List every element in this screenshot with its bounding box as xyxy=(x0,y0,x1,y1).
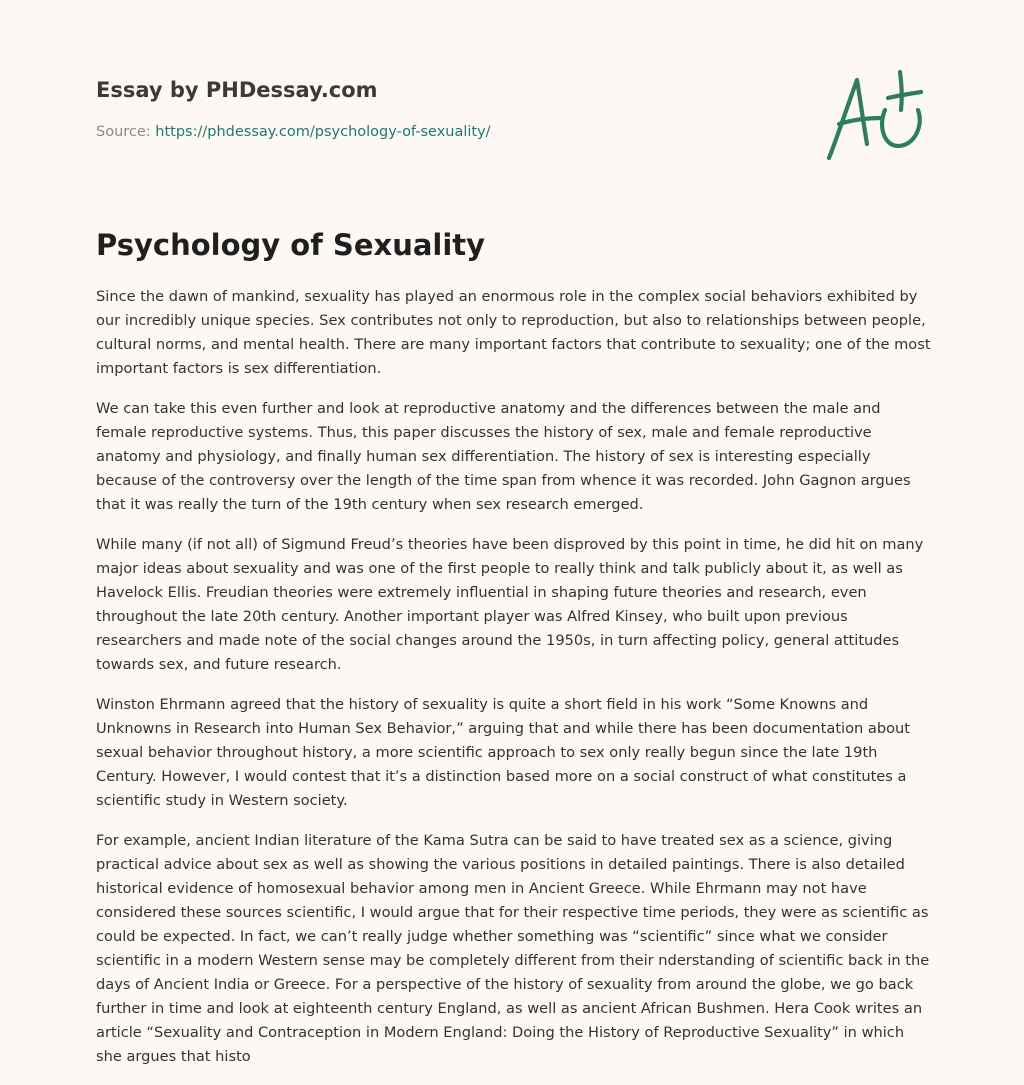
source-link[interactable]: https://phdessay.com/psychology-of-sexuality/ xyxy=(155,124,491,140)
essay-header xyxy=(96,76,926,140)
paragraph: We can take this even further and look at reproductive anatomy and the differences between the male and female reproductive systems. Thus, this paper discusses the history of sex, male and female reproductive anatomy and physiology, and finally human sex differentiation. The history of sex is interesting especially because of the controversy over the length of the time span from whence it was recorded. John Gagnon argues that it was really the turn of the 19th century when sex research emerged. xyxy=(96,400,911,513)
paragraph: For example, ancient Indian literature of the Kama Sutra can be said to have treated sex as a science, giving practical advice about sex as well as showing the various positions in detailed paintings. There is also detailed historical evidence of homosexual behavior among men in Ancient Greece. While Ehrmann may not have considered these sources scientific, I would argue that for their respective time periods, they were as scientific as could be expected. In fact, we can’t really judge whether something was “scientific” since what we consider scientific in a modern Western sense may be completely different from their nderstanding of scientific back in the days of Ancient India or Greece. For a perspective of the history of sexuality from around the globe, we go back further in time and look at eighteenth century England, as well as ancient African Bushmen. Hera Cook writes an article “Sexuality and Contraception in Modern England: Doing the History of Reproductive Sexuality” in which she argues that histo xyxy=(96,832,930,1065)
paragraph: Since the dawn of mankind, sexuality has played an enormous role in the complex social behaviors exhibited by our incredibly unique species. Sex contributes not only to reproduction, but also to relationships between people, cultural norms, and mental health. There are many important factors that contribute to sexuality; one of the most important factors is sex differentiation. xyxy=(96,288,931,377)
source-line xyxy=(96,124,491,140)
a-plus-grade-logo-icon xyxy=(822,68,930,164)
brand-title: Essay by PHDessay.com xyxy=(96,78,378,102)
paragraph: Winston Ehrmann agreed that the history of sexuality is quite a short field in his work “Some Knowns and Unknowns in Research into Human Sex Behavior,” arguing that and while there has been documentation about sexual behavior throughout history, a more scientific approach to sex only really begun since the late 19th Century. However, I would contest that it’s a distinction based more on a social construct of what constitutes a scientific study in Western society. xyxy=(96,696,911,809)
essay-title: Psychology of Sexuality xyxy=(96,228,486,262)
paragraph: While many (if not all) of Sigmund Freud’s theories have been disproved by this point in time, he did hit on many major ideas about sexuality and was one of the first people to really think and talk publicly about it, as well as Havelock Ellis. Freudian theories were extremely influential in shaping future theories and research, even throughout the late 20th century. Another important player was Alfred Kinsey, who built upon previous researchers and made note of the social changes around the 1950s, in turn affecting policy, general attitudes towards sex, and future research. xyxy=(96,536,924,673)
essay-body xyxy=(96,285,932,1085)
source-label: Source: xyxy=(96,124,156,140)
